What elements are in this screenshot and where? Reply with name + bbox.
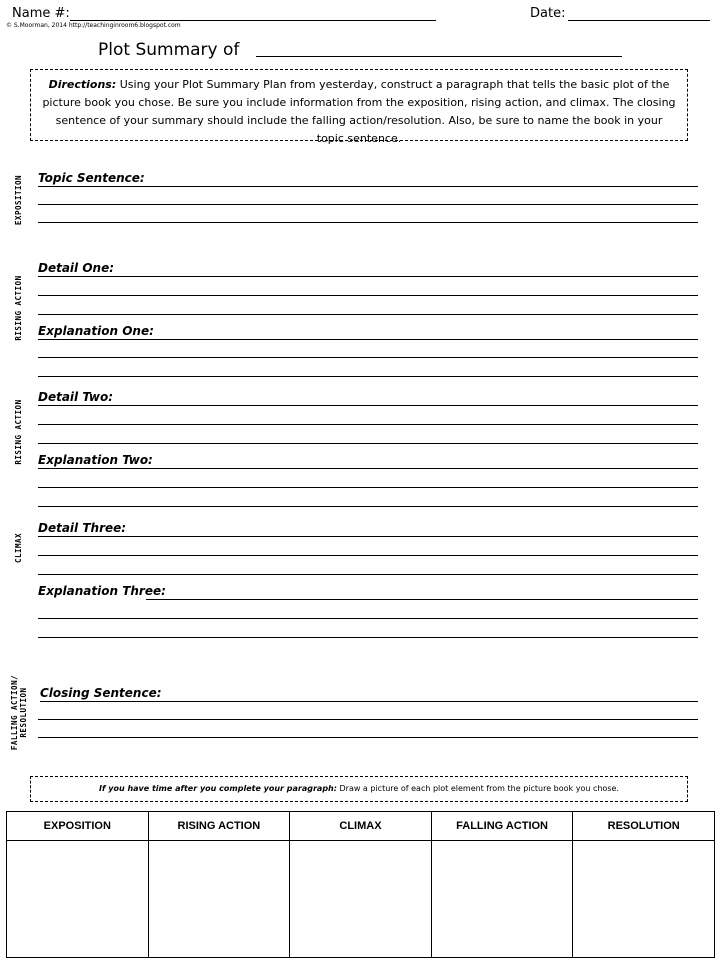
detail-three-label: Detail Three: xyxy=(38,521,130,535)
closing-line-2[interactable] xyxy=(38,719,698,720)
page-title: Plot Summary of xyxy=(98,40,240,60)
detail-three-line-3[interactable] xyxy=(38,574,698,575)
detail-two-line-1[interactable] xyxy=(38,405,698,406)
drawing-cell-rising-action[interactable] xyxy=(148,841,290,958)
explanation-one-line-1[interactable] xyxy=(38,339,698,340)
explanation-three-line-3[interactable] xyxy=(38,637,698,638)
table-drawing-row xyxy=(7,841,715,958)
topic-line-2[interactable] xyxy=(38,204,698,205)
closing-sentence-label: Closing Sentence: xyxy=(40,686,166,700)
detail-one-line-3[interactable] xyxy=(38,314,698,315)
closing-line-3[interactable] xyxy=(38,737,698,738)
section-label-exposition: EXPOSITION xyxy=(14,174,23,226)
drawing-cell-falling-action[interactable] xyxy=(431,841,573,958)
detail-one-label: Detail One: xyxy=(38,261,118,275)
extra-instructions-box xyxy=(30,776,688,802)
table-header-rising-action: RISING ACTION xyxy=(148,812,290,841)
copyright-text: © S.Moorman, 2014 http://teachinginroom6.blogspot.com xyxy=(6,22,181,29)
explanation-three-label: Explanation Three: xyxy=(38,584,170,598)
explanation-one-line-2[interactable] xyxy=(38,357,698,358)
date-line[interactable] xyxy=(568,20,710,21)
drawing-cell-resolution[interactable] xyxy=(573,841,715,958)
table-header-climax: CLIMAX xyxy=(290,812,432,841)
topic-line-3[interactable] xyxy=(38,222,698,223)
detail-one-line-2[interactable] xyxy=(38,295,698,296)
directions-box xyxy=(30,69,688,145)
section-label-falling-action xyxy=(10,670,28,755)
explanation-two-line-1[interactable] xyxy=(38,468,698,469)
table-header-falling-action: FALLING ACTION xyxy=(431,812,573,841)
table-header-exposition: EXPOSITION xyxy=(7,812,149,841)
extra-instructions-label: If you have time after you complete your paragraph: xyxy=(99,784,337,793)
closing-line-1[interactable] xyxy=(40,701,698,702)
explanation-two-label: Explanation Two: xyxy=(38,453,157,467)
name-label: Name #: xyxy=(12,6,70,21)
topic-line-1[interactable] xyxy=(38,186,698,187)
directions-text: Using your Plot Summary Plan from yesterday, construct a paragraph that tells the basic plot of the picture book you chose. Be sure you include information from the exposition, rising action, and climax. The closing sentence of your summary should include the falling action/resolution. Also, be sure to name the book in your topic sentence. xyxy=(42,78,676,145)
explanation-three-line-1[interactable] xyxy=(146,599,698,600)
explanation-three-line-2[interactable] xyxy=(38,618,698,619)
section-label-climax: CLIMAX xyxy=(14,532,23,564)
topic-sentence-label: Topic Sentence: xyxy=(38,171,149,185)
table-header-resolution: RESOLUTION xyxy=(573,812,715,841)
plot-elements-table xyxy=(6,811,715,958)
falling-action-line2: RESOLUTION xyxy=(19,687,28,738)
falling-action-line1: FALLING ACTION/ xyxy=(10,674,19,751)
section-label-rising-action-1: RISING ACTION xyxy=(14,275,23,341)
detail-two-line-3[interactable] xyxy=(38,443,698,444)
date-label: Date: xyxy=(530,6,566,21)
directions-label: Directions: xyxy=(48,78,117,91)
drawing-cell-exposition[interactable] xyxy=(7,841,149,958)
detail-two-label: Detail Two: xyxy=(38,390,117,404)
name-line[interactable] xyxy=(70,20,436,21)
detail-three-line-2[interactable] xyxy=(38,555,698,556)
explanation-one-label: Explanation One: xyxy=(38,324,158,338)
explanation-two-line-2[interactable] xyxy=(38,487,698,488)
section-label-rising-action-2: RISING ACTION xyxy=(14,399,23,465)
extra-instructions-text: Draw a picture of each plot element from the picture book you chose. xyxy=(336,784,619,793)
detail-one-line-1[interactable] xyxy=(38,276,698,277)
table-header-row xyxy=(7,812,715,841)
title-line[interactable] xyxy=(256,56,622,57)
drawing-cell-climax[interactable] xyxy=(290,841,432,958)
detail-three-line-1[interactable] xyxy=(38,536,698,537)
detail-two-line-2[interactable] xyxy=(38,424,698,425)
explanation-two-line-3[interactable] xyxy=(38,506,698,507)
explanation-one-line-3[interactable] xyxy=(38,376,698,377)
